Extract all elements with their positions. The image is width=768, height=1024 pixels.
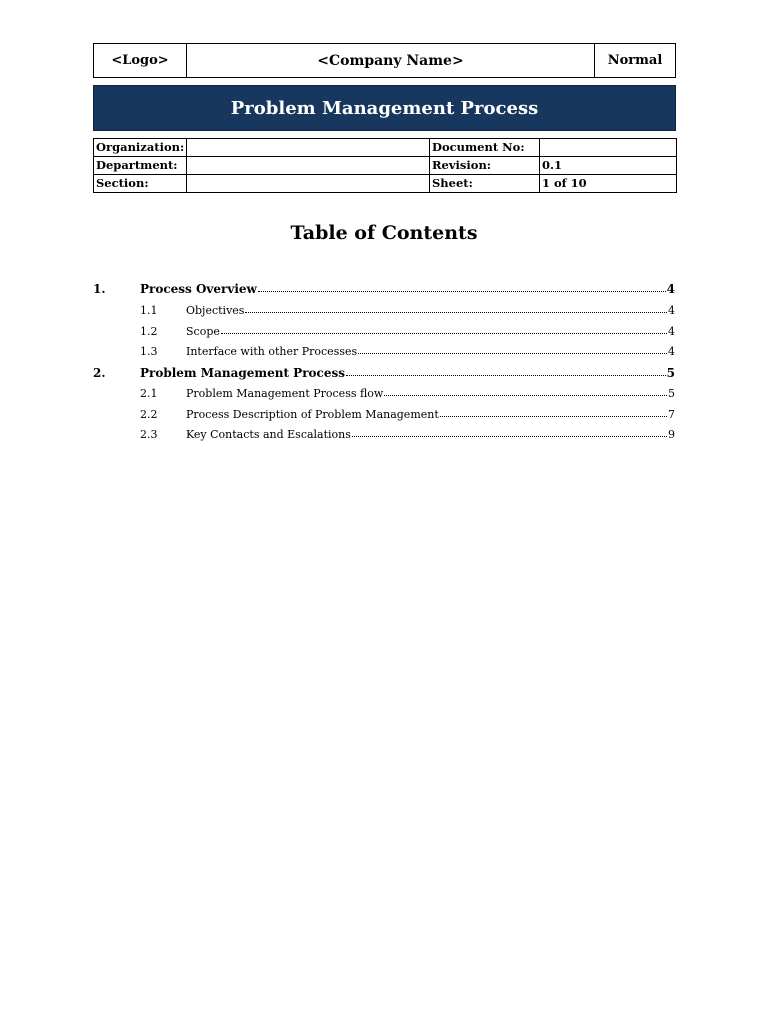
toc-entry-text: Process Description of Problem Management xyxy=(186,408,439,421)
toc-entry-number: 2.3 xyxy=(140,428,158,441)
revision-label: Revision: xyxy=(430,157,540,175)
organization-value xyxy=(187,139,430,157)
toc-entry-page: 4 xyxy=(668,304,675,317)
toc-entry-text: Problem Management Process flow xyxy=(186,387,384,400)
toc-entry-number: 1. xyxy=(93,282,106,296)
toc-entry-page: 4 xyxy=(668,345,675,358)
toc-entry-page: 7 xyxy=(668,408,675,421)
toc-leader-dots xyxy=(384,394,667,396)
toc-entry-number: 1.3 xyxy=(140,345,158,358)
toc-entry-page: 4 xyxy=(668,325,675,338)
toc-entry-page: 4 xyxy=(666,282,675,296)
toc-entry[interactable] xyxy=(140,408,675,421)
toc-leader-dots xyxy=(258,290,666,292)
toc-entry-number: 2.1 xyxy=(140,387,158,400)
sheet-label: Sheet: xyxy=(430,175,540,193)
toc-entry-number: 1.2 xyxy=(140,325,158,338)
document-metadata-table xyxy=(93,138,677,193)
toc-entry-text: Interface with other Processes xyxy=(186,345,358,358)
toc-entry[interactable] xyxy=(140,428,675,441)
toc-entry-text: Objectives xyxy=(186,304,245,317)
organization-label: Organization: xyxy=(94,139,187,157)
company-name: <Company Name> xyxy=(187,44,595,77)
toc-entry-page: 9 xyxy=(668,428,675,441)
section-value xyxy=(187,175,430,193)
toc-entry-text: Key Contacts and Escalations xyxy=(186,428,351,441)
logo-placeholder: <Logo> xyxy=(94,44,187,77)
toc-heading: Table of Contents xyxy=(290,222,478,244)
toc-leader-dots xyxy=(346,374,666,376)
toc-entry-text: Scope xyxy=(186,325,220,338)
toc-leader-dots xyxy=(358,352,667,354)
toc-entry-number: 2.2 xyxy=(140,408,158,421)
toc-entry-text: Problem Management Process xyxy=(140,366,345,380)
toc-leader-dots xyxy=(440,415,667,417)
toc-entry[interactable] xyxy=(140,345,675,358)
sheet-value: 1 of 10 xyxy=(540,175,677,193)
metadata-row xyxy=(94,139,677,157)
toc-entry-text: Process Overview xyxy=(140,282,257,296)
classification-label: Normal xyxy=(607,53,663,68)
section-label: Section: xyxy=(94,175,187,193)
toc-entry[interactable] xyxy=(93,282,675,296)
department-value xyxy=(187,157,430,175)
toc-entry[interactable] xyxy=(140,325,675,338)
toc-entry-page: 5 xyxy=(666,366,675,380)
toc-entry[interactable] xyxy=(93,366,675,380)
toc-leader-dots xyxy=(352,435,667,437)
document-no-label: Document No: xyxy=(430,139,540,157)
document-no-value xyxy=(540,139,677,157)
toc-entry-number: 1.1 xyxy=(140,304,158,317)
toc-leader-dots xyxy=(245,311,667,313)
toc-entry-number: 2. xyxy=(93,366,106,380)
toc-entry-page: 5 xyxy=(668,387,675,400)
toc-entry[interactable] xyxy=(140,387,675,400)
toc-leader-dots xyxy=(221,332,667,334)
department-label: Department: xyxy=(94,157,187,175)
document-header xyxy=(93,43,676,78)
document-title: Problem Management Process xyxy=(93,85,676,131)
metadata-row xyxy=(94,157,677,175)
metadata-row xyxy=(94,175,677,193)
toc-entry[interactable] xyxy=(140,304,675,317)
revision-value: 0.1 xyxy=(540,157,677,175)
